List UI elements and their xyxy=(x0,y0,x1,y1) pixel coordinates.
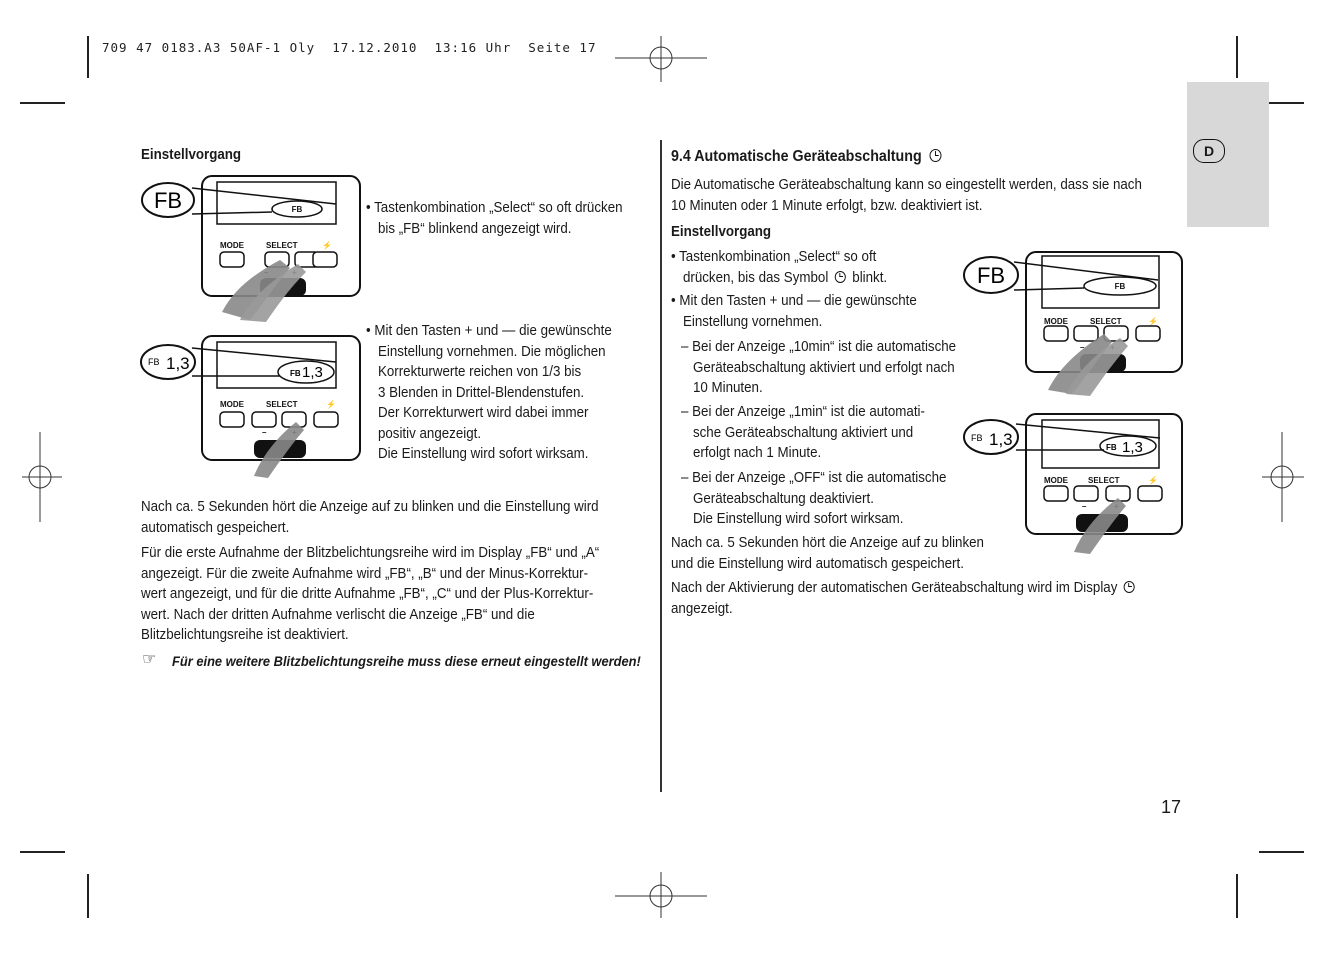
minus-button[interactable] xyxy=(1074,486,1098,501)
print-slug: 709 47 0183.A3 50AF-1 Oly 17.12.2010 13:16 Uhr Seite 17 xyxy=(102,40,597,55)
mode-button[interactable] xyxy=(1044,326,1068,341)
display-fb-label: FB xyxy=(291,205,303,214)
minus-button[interactable] xyxy=(1074,326,1098,341)
column-divider xyxy=(660,140,662,792)
flash-button[interactable] xyxy=(1136,326,1160,341)
left-paragraph-2: Für die erste Aufnahme der Blitzbelichtungsreihe wird im Display „FB“ und „A“ angezeigt. Für die zweite Aufnahme wird „FB“, „B“ und der Minus-Korrektur- wert angezeigt, und für die dritte Aufnahme „FB“, „C“ und der Plus-Korrektur- wert. Nach der dritten Aufnahme verlischt die Anzeige „FB“ und die Blitzbelichtungsreihe ist deaktiviert. xyxy=(141,545,600,643)
flash-symbol: ⚡ xyxy=(1148,317,1158,326)
crop-mark xyxy=(20,851,65,853)
right-heading: 9.4 Automatische Geräteabschaltung xyxy=(671,147,941,168)
page-number: 17 xyxy=(1161,797,1182,817)
flash-symbol: ⚡ xyxy=(326,400,336,409)
mode-label: MODE xyxy=(1044,317,1068,326)
right-paragraph-2: Nach der Aktivierung der automatischen Geräteabschaltung wird im Display angezeigt. xyxy=(671,578,1135,619)
minus-label: – xyxy=(1080,343,1085,352)
left-step2: • Mit den Tasten + und — die gewünschte Einstellung vornehmen. Die möglichen Korrekturwerte reichen von 1/3 bis 3 Blenden in Drittel-Blendenstufen. Der Korrekturwert wird dabei immer positiv angezeigt. Die Einstellung wird sofort wirksam. xyxy=(366,323,612,462)
callout-fb: FB xyxy=(976,263,1006,288)
display-fb-label: FB xyxy=(290,369,301,378)
flash-button[interactable] xyxy=(313,252,337,267)
callout-value: 1,3 xyxy=(989,430,1013,449)
mode-button[interactable] xyxy=(220,252,244,267)
display-fb-label: FB xyxy=(1106,443,1117,452)
crop-mark xyxy=(20,102,65,104)
right-intro: Die Automatische Geräteabschaltung kann so eingestellt werden, dass sie nach 10 Minuten oder 1 Minute erfolgt, bzw. deaktiviert ist. xyxy=(671,177,1142,214)
crop-mark xyxy=(1259,851,1304,853)
pointing-hand-icon: ☞ xyxy=(142,651,157,668)
left-heading: Einstellvorgang xyxy=(141,147,242,163)
language-letter: D xyxy=(1203,143,1215,159)
callout-fb: FB xyxy=(153,188,183,213)
right-step2: • Mit den Tasten + und — die gewünschte Einstellung vornehmen. xyxy=(671,293,917,330)
minus-button[interactable] xyxy=(252,412,276,427)
timer-icon xyxy=(929,149,941,162)
left-note: Für eine weitere Blitzbelichtungsreihe muss diese erneut eingestellt werden! xyxy=(172,653,641,669)
mode-label: MODE xyxy=(220,241,244,250)
display-fb-label: FB xyxy=(1114,282,1126,291)
registration-mark-bottom xyxy=(615,872,707,918)
right-dash-1: – Bei der Anzeige „10min“ ist die automatische Geräteabschaltung aktiviert und erfolgt nach 10 Minuten. xyxy=(681,339,957,396)
flash-symbol: ⚡ xyxy=(1148,476,1158,485)
flash-symbol: ⚡ xyxy=(322,241,332,250)
mode-label: MODE xyxy=(1044,476,1068,485)
mode-button[interactable] xyxy=(220,412,244,427)
registration-mark-left xyxy=(22,432,62,522)
callout-fb-small: FB xyxy=(148,357,160,367)
select-label: SELECT xyxy=(1090,317,1122,326)
display-value: 1,3 xyxy=(1122,439,1143,456)
right-step1: • Tastenkombination „Select“ so oft drücken, bis das Symbol blinkt. xyxy=(671,249,888,286)
display-value: 1,3 xyxy=(302,364,323,381)
crop-mark xyxy=(1236,874,1238,918)
mode-label: MODE xyxy=(220,400,244,409)
select-label: SELECT xyxy=(266,400,298,409)
minus-label: – xyxy=(262,428,267,437)
flash-button[interactable] xyxy=(1138,486,1162,501)
flash-unit-illustration-fb-right xyxy=(962,248,1187,398)
flash-button[interactable] xyxy=(314,412,338,427)
timer-icon xyxy=(1124,581,1135,593)
right-dash-3: – Bei der Anzeige „OFF“ ist die automatische Geräteabschaltung deaktiviert. Die Einstellung wird sofort wirksam. xyxy=(681,470,947,527)
select-label: SELECT xyxy=(266,241,298,250)
left-step1: • Tastenkombination „Select“ so oft drücken bis „FB“ blinkend angezeigt wird. xyxy=(366,200,623,237)
right-paragraph-1: Nach ca. 5 Sekunden hört die Anzeige auf zu blinken und die Einstellung wird automatisch gespeichert. xyxy=(671,535,984,572)
registration-mark-right xyxy=(1262,432,1304,522)
select-label: SELECT xyxy=(1088,476,1120,485)
registration-mark-top xyxy=(615,36,707,82)
language-badge xyxy=(1193,139,1225,163)
flash-unit-illustration-fb13 xyxy=(136,332,366,482)
callout-value: 1,3 xyxy=(166,354,190,373)
timer-icon xyxy=(835,271,846,283)
mode-button[interactable] xyxy=(1044,486,1068,501)
minus-label: – xyxy=(1082,502,1087,511)
crop-mark xyxy=(87,874,89,918)
right-dash-2: – Bei der Anzeige „1min“ ist die automati- sche Geräteabschaltung aktiviert und erfolgt nach 1 Minute. xyxy=(681,404,925,461)
callout-fb-small: FB xyxy=(971,433,983,443)
crop-mark xyxy=(87,36,89,78)
right-subheading: Einstellvorgang xyxy=(671,224,772,240)
flash-unit-illustration-fb xyxy=(140,172,365,326)
crop-mark xyxy=(1236,36,1238,78)
left-paragraph-1: Nach ca. 5 Sekunden hört die Anzeige auf zu blinken und die Einstellung wird automatisch gespeichert. xyxy=(141,499,599,536)
flash-unit-illustration-fb13-right xyxy=(960,410,1188,558)
